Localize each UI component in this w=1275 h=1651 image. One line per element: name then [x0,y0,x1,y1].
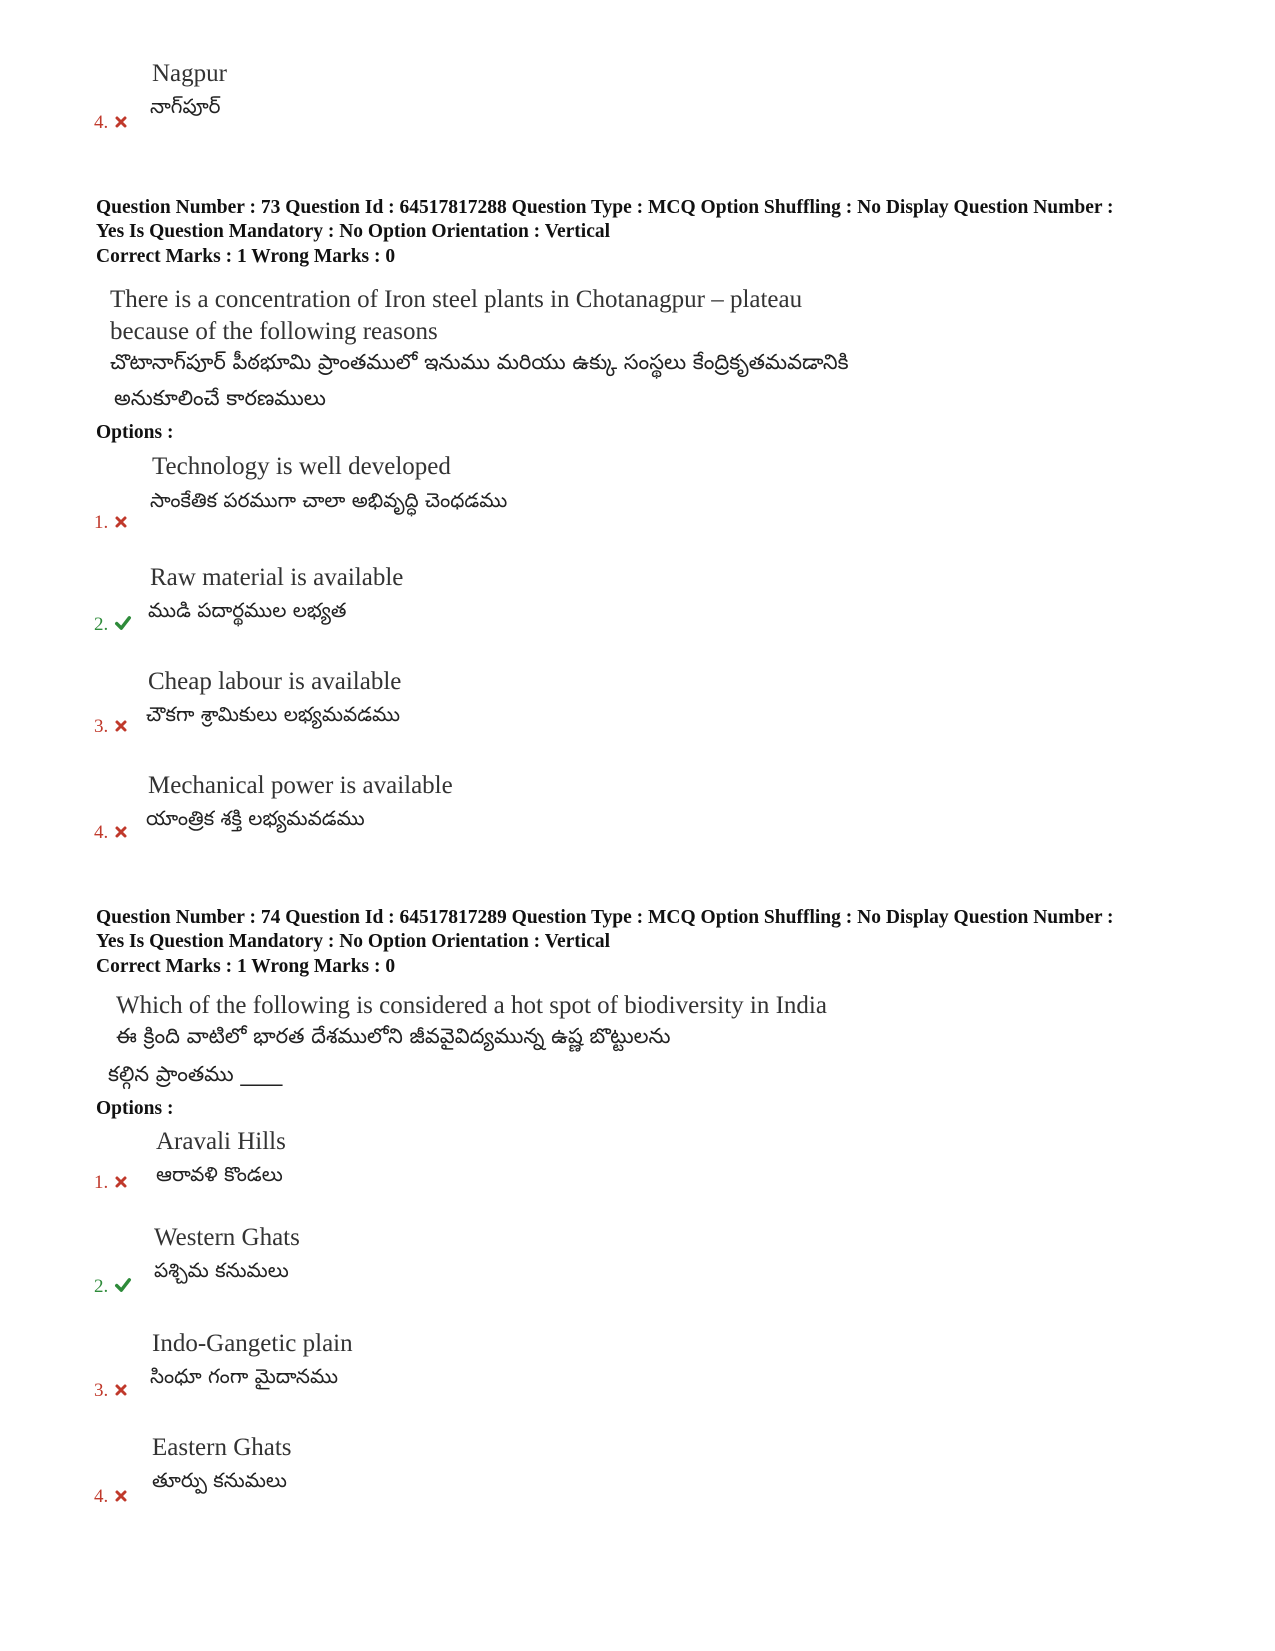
question-text-telugu: చొటానాగ్‌పూర్ పీఠభూమి ప్రాంతములో ఇనుము మరియు ఉక్కు సంస్థలు కేంద్రికృతమవడానికి [110,350,849,374]
option-english: Raw material is available [150,564,404,591]
option-number-label: 4. [94,822,109,843]
option-english: Nagpur [152,60,227,87]
option-number-label: 4. [94,112,109,133]
question-marks: Correct Marks : 1 Wrong Marks : 0 [96,246,396,267]
check-icon [114,1277,132,1293]
option-number-label: 3. [94,1380,109,1401]
cross-icon [114,515,128,529]
option-telugu: నాగ్‌పూర్ [150,94,221,118]
option-telugu: చౌకగా శ్రామికులు లభ్యమవడము [146,702,401,726]
option-number [94,512,128,534]
option-english: Indo-Gangetic plain [152,1330,353,1357]
question-text-english: There is a concentration of Iron steel plants in Chotanagpur – plateau [110,286,803,313]
question-text [110,284,849,414]
option-number [94,716,128,738]
question-text-english: Which of the following is considered a hot spot of biodiversity in India [116,992,827,1019]
question-meta-line: Yes Is Question Mandatory : No Option Orientation : Vertical [96,221,611,242]
option-telugu: సాంకేతిక పరముగా చాలా అభివృద్ధి చెంధడము [150,488,508,512]
question-meta-line: Question Number : 74 Question Id : 64517817289 Question Type : MCQ Option Shuffling : No Display Question Number : [96,907,1114,928]
options-label: Options : [96,1098,174,1119]
option-number [94,822,128,844]
option-number-label: 2. [94,1276,109,1297]
question-text-english: because of the following reasons [110,318,438,345]
question-text-telugu: ఈ క్రింది వాటిలో భారత దేశములోని జీవవైవిద్యమున్న ఉష్ణ బొట్టులను [116,1024,671,1048]
option-telugu: పశ్చిమ కనుమలు [154,1258,289,1282]
option-number-label: 1. [94,512,109,533]
question-text-telugu: కల్గిన ప్రాంతము ____ [108,1062,283,1086]
cross-icon [114,719,128,733]
option-english: Aravali Hills [156,1128,286,1155]
check-icon [114,615,132,631]
cross-icon [114,1489,128,1503]
option-english: Western Ghats [154,1224,300,1251]
cross-icon [114,1383,128,1397]
option-telugu: ఆరావళి కొండలు [156,1162,283,1186]
question-meta-line: Yes Is Question Mandatory : No Option Orientation : Vertical [96,931,611,952]
option-number-label: 3. [94,716,109,737]
option-telugu: యాంత్రిక శక్తి లభ్యమవడము [146,806,365,830]
option-telugu: ముడి పదార్థముల లభ్యత [148,598,347,622]
cross-icon [114,1175,128,1189]
option-telugu: తూర్పు కనుమలు [152,1468,287,1492]
question-meta [96,196,1216,244]
option-english: Eastern Ghats [152,1434,292,1461]
question-meta-line: Question Number : 73 Question Id : 64517817288 Question Type : MCQ Option Shuffling : No Display Question Number : [96,197,1114,218]
question-text [108,990,827,1090]
options-label: Options : [96,422,174,443]
option-number [94,614,132,636]
option-english: Mechanical power is available [148,772,453,799]
cross-icon [114,115,128,129]
question-meta [96,906,1216,954]
option-number [94,1172,128,1194]
option-number-label: 4. [94,1486,109,1507]
question-marks: Correct Marks : 1 Wrong Marks : 0 [96,956,396,977]
option-number [94,1486,128,1508]
option-number-label: 1. [94,1172,109,1193]
option-telugu: సింధూ గంగా మైదానము [150,1364,339,1388]
option-english: Technology is well developed [152,453,451,480]
question-text-telugu: అనుకూలించే కారణములు [114,386,326,410]
option-number [94,112,128,134]
option-number [94,1276,132,1298]
option-english: Cheap labour is available [148,668,402,695]
option-number [94,1380,128,1402]
option-number-label: 2. [94,614,109,635]
cross-icon [114,825,128,839]
